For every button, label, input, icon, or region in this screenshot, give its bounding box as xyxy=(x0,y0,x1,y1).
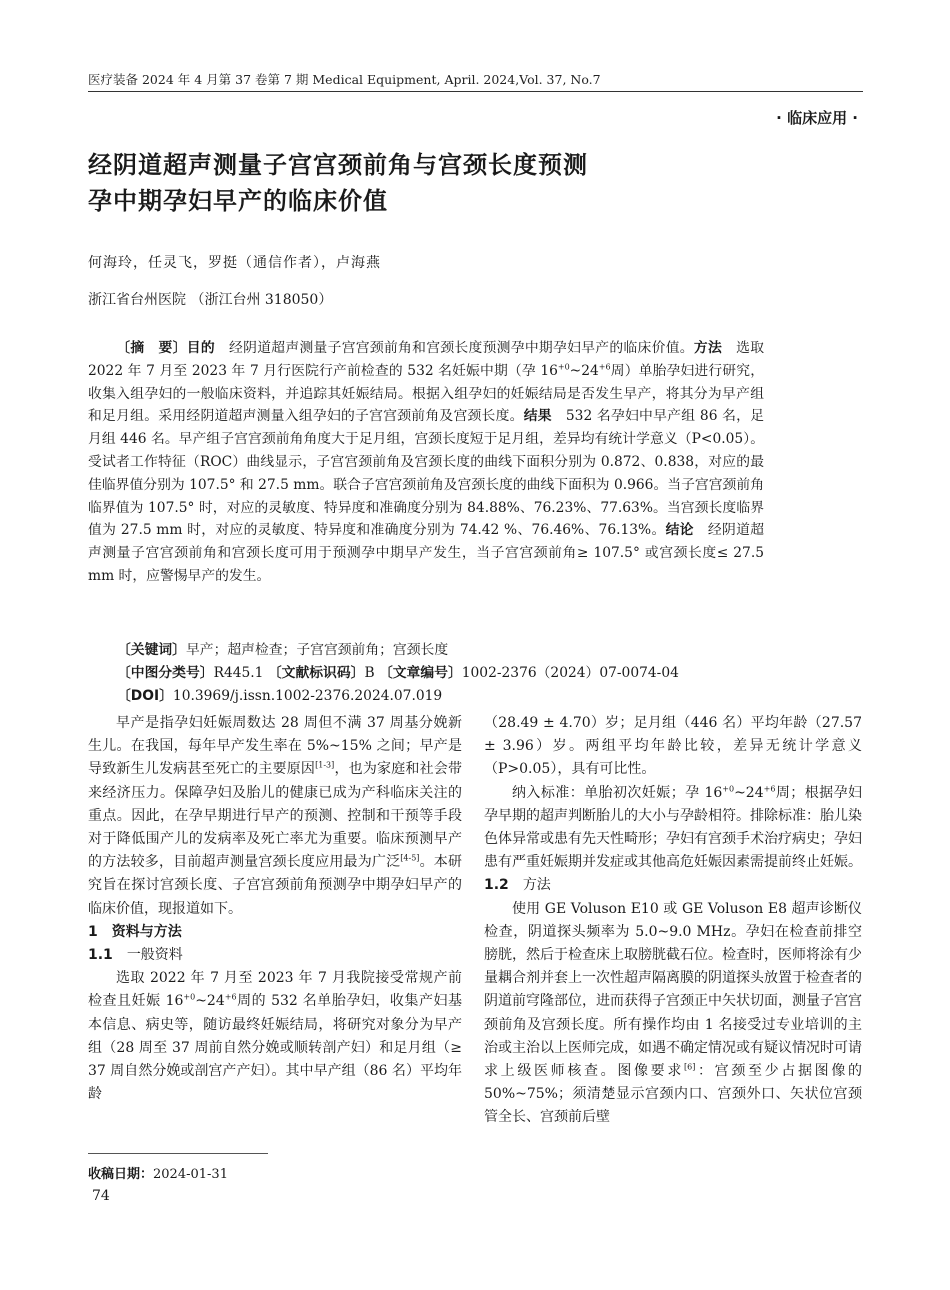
doc-code-label: 〔文献标识码〕 xyxy=(267,665,365,681)
classification-line xyxy=(117,662,777,685)
conclusion-text: 经阴道超声测量子宫宫颈前角和宫颈长度可用于预测孕中期早产发生，当子宫宫颈前角≥ 107.5° 或宫颈长度≤ 27.5 mm 时，应警惕早产的发生。 xyxy=(88,522,765,584)
header-divider xyxy=(88,91,863,92)
superscript: +6 xyxy=(763,783,776,793)
general-data-text-b: ~24 xyxy=(195,993,225,1010)
result-text: 532 名孕妇中早产组 86 名，足月组 446 名。早产组子宫宫颈前角角度大于足月组，宫颈长度短于足月组，差异均有统计学意义（P<0.05）。受试者工作特征（ROC）曲线显示，子宫宫颈前角及宫颈长度的曲线下面积分别为 0.872、0.838，对应的最佳临界值分别为 107.5° 和 27.5 mm。联合子宫宫颈前角及宫颈长度的曲线下面积为 0.966。当子宫宫颈前角临界值为 107.5° 时，对应的灵敏度、特异度和准确度分别为 84.88%、76.23%、77.63%。当宫颈长度临界值为 27.5 mm 时，对应的灵敏度、特异度和准确度分别为 74.42 %、76.46%、76.13%。 xyxy=(88,408,765,539)
method-paragraph-text-b: ：宫颈至少占据图像的 50%~75%；须清楚显示宫颈内口、宫颈外口、矢状位宫颈管全长、宫颈前后壁 xyxy=(484,1063,863,1126)
doi-label: 〔DOI〕 xyxy=(117,688,173,704)
body-right-column xyxy=(484,712,862,1130)
method-text-b: ~24 xyxy=(569,362,599,379)
subsection-heading-1-2 xyxy=(484,874,862,897)
body-left-column xyxy=(88,712,462,1106)
method-label: 方法 xyxy=(693,340,723,356)
clc-label: 〔中图分类号〕 xyxy=(117,665,214,681)
intro-text-c: 。本研究旨在探讨宫颈长度、子宫宫颈前角预测孕中期孕妇早产的临床价值，现报道如下。 xyxy=(88,854,463,917)
keywords-text: 早产；超声检查；子宫宫颈前角；宫颈长度 xyxy=(185,642,449,658)
abstract xyxy=(88,337,764,588)
intro-text-a: 早产是指孕妇妊娠周数达 28 周但不满 37 周基分娩新生儿。在我国，每年早产发生率在 5%~15% 之间；早产是导致新生儿发病甚至死亡的主要原因 xyxy=(88,715,462,778)
article-number-value: 1002-2376（2024）07-0074-04 xyxy=(461,665,679,681)
received-value: 2024-01-31 xyxy=(153,1167,228,1182)
method-sup-2: +6 xyxy=(598,362,611,372)
citation-ref: [6] xyxy=(684,1062,696,1072)
doc-code-value: B xyxy=(364,665,375,681)
general-data-paragraph xyxy=(88,967,462,1106)
criteria-text-a: 纳入标准：单胎初次妊娠；孕 16 xyxy=(512,784,723,801)
doi-value: 10.3969/j.issn.1002-2376.2024.07.019 xyxy=(172,688,443,704)
keywords-label: 〔关键词〕 xyxy=(117,642,186,658)
criteria-text-b: ~24 xyxy=(734,784,764,801)
result-label: 结果 xyxy=(523,408,552,425)
subsection-number: 1.2 xyxy=(484,877,509,894)
conclusion-label: 结论 xyxy=(665,522,694,539)
superscript: +0 xyxy=(183,992,196,1002)
age-paragraph: （28.49 ± 4.70）岁；足月组（446 名）平均年龄（27.57 ± 3.96）岁。两组平均年龄比较，差异无统计学意义（P>0.05），具有可比性。 xyxy=(484,715,862,778)
criteria-paragraph xyxy=(484,782,862,875)
citation-ref: [4-5] xyxy=(400,853,420,863)
subsection-title: 一般资料 xyxy=(126,947,183,964)
general-data-text-c: 周的 532 名单胎孕妇，收集产妇基本信息、病史等，随访最终妊娠结局，将研究对象分为早产组（28 周至 37 周前自然分娩或顺转剖产妇）和足月组（≥ 37 周自然分娩或剖宫产产妇）。其中早产组（86 名）平均年龄 xyxy=(88,993,463,1103)
method-sup-1: +0 xyxy=(557,362,570,372)
title-line-2: 孕中期孕妇早产的临床价值 xyxy=(88,187,388,215)
method-text-c: 周）单胎孕妇进行研究，收集入组孕妇的一般临床资料，并追踪其妊娠结局。根据入组孕妇的妊娠结局是否发生早产，将其分为早产组和足月组。采用经阴道超声测量入组孕妇的子宫宫颈前角及宫颈长度。 xyxy=(88,362,764,425)
subsection-heading-1-1 xyxy=(88,944,462,967)
authors: 何海玲，任灵飞，罗挺（通信作者），卢海燕 xyxy=(88,255,381,271)
method-paragraph xyxy=(484,898,862,1130)
article-number-label: 〔文章编号〕 xyxy=(378,665,462,681)
subsection-number: 1.1 xyxy=(88,947,113,964)
general-data-text-a: 选取 2022 年 7 月至 2023 年 7 月我院接受常规产前检查且妊娠 16 xyxy=(88,970,462,1010)
article-title xyxy=(88,147,588,219)
clc-value: R445.1 xyxy=(213,665,264,681)
affiliation: 浙江省台州医院 （浙江台州 318050） xyxy=(88,292,333,308)
doi-line xyxy=(117,685,777,708)
citation-ref: [1-3] xyxy=(315,760,335,770)
criteria-text-c: 周；根据孕妇孕早期的超声判断胎儿的大小与孕龄相符。排除标准：胎儿染色体异常或患有先天性畸形；孕妇有宫颈手术治疗病史；孕妇患有严重妊娠期并发症或其他高危妊娠因素需提前终止妊娠。 xyxy=(484,784,862,871)
intro-text-b: ，也为家庭和社会带来经济压力。保障孕妇及胎儿的健康已成为产科临床关注的重点。因此，在孕早期进行早产的预测、控制和干预等手段对于降低围产儿的发病率及死亡率尤为重要。临床预测早产的方法较多，目前超声测量宫颈长度应用最为广泛 xyxy=(88,761,463,871)
section-heading-1 xyxy=(88,921,462,944)
footnote-divider xyxy=(88,1153,268,1154)
purpose-text: 经阴道超声测量子宫宫颈前角和宫颈长度预测孕中期孕妇早产的临床价值。 xyxy=(229,340,694,356)
subsection-title: 方法 xyxy=(522,877,551,894)
method-paragraph-text-a: 使用 GE Voluson E10 或 GE Voluson E8 超声诊断仪检查，阴道探头频率为 5.0~9.0 MHz。孕妇在检查前排空膀胱，然后于检查床上取膀胱截石位。检查时，医师将涂有少量耦合剂并套上一次性超声隔离膜的阴道探头放置于检查者的阴道前穹隆部位，进而获得子宫颈正中矢状切面，测量子宫宫颈前角及宫颈长度。所有操作均由 1 名接受过专业培训的主治或主治以上医师完成，如遇不确定情况或有疑议情况时可请求上级医师核查。图像要求 xyxy=(484,900,862,1080)
intro-paragraph xyxy=(88,712,462,921)
section-title: 资料与方法 xyxy=(111,923,182,940)
page-number: 74 xyxy=(92,1188,110,1204)
title-line-1: 经阴道超声测量子宫宫颈前角与宫颈长度预测 xyxy=(88,151,588,179)
journal-header: 医疗装备 2024 年 4 月第 37 卷第 7 期 Medical Equipment, April. 2024,Vol. 37, No.7 xyxy=(88,72,601,87)
superscript: +6 xyxy=(224,992,237,1002)
keywords-line xyxy=(117,639,777,662)
abstract-label: 〔摘 要〕 xyxy=(116,340,187,356)
purpose-label: 目的 xyxy=(186,340,215,356)
superscript: +0 xyxy=(722,783,735,793)
received-date xyxy=(88,1163,228,1182)
section-tag: · 临床应用 · xyxy=(776,109,858,127)
received-label: 收稿日期： xyxy=(88,1167,154,1182)
section-number: 1 xyxy=(88,923,98,940)
method-text-a: 选取 2022 年 7 月至 2023 年 7 月行医院行产前检查的 532 名妊娠中期（孕 16 xyxy=(88,340,765,379)
keywords-block xyxy=(117,639,777,708)
